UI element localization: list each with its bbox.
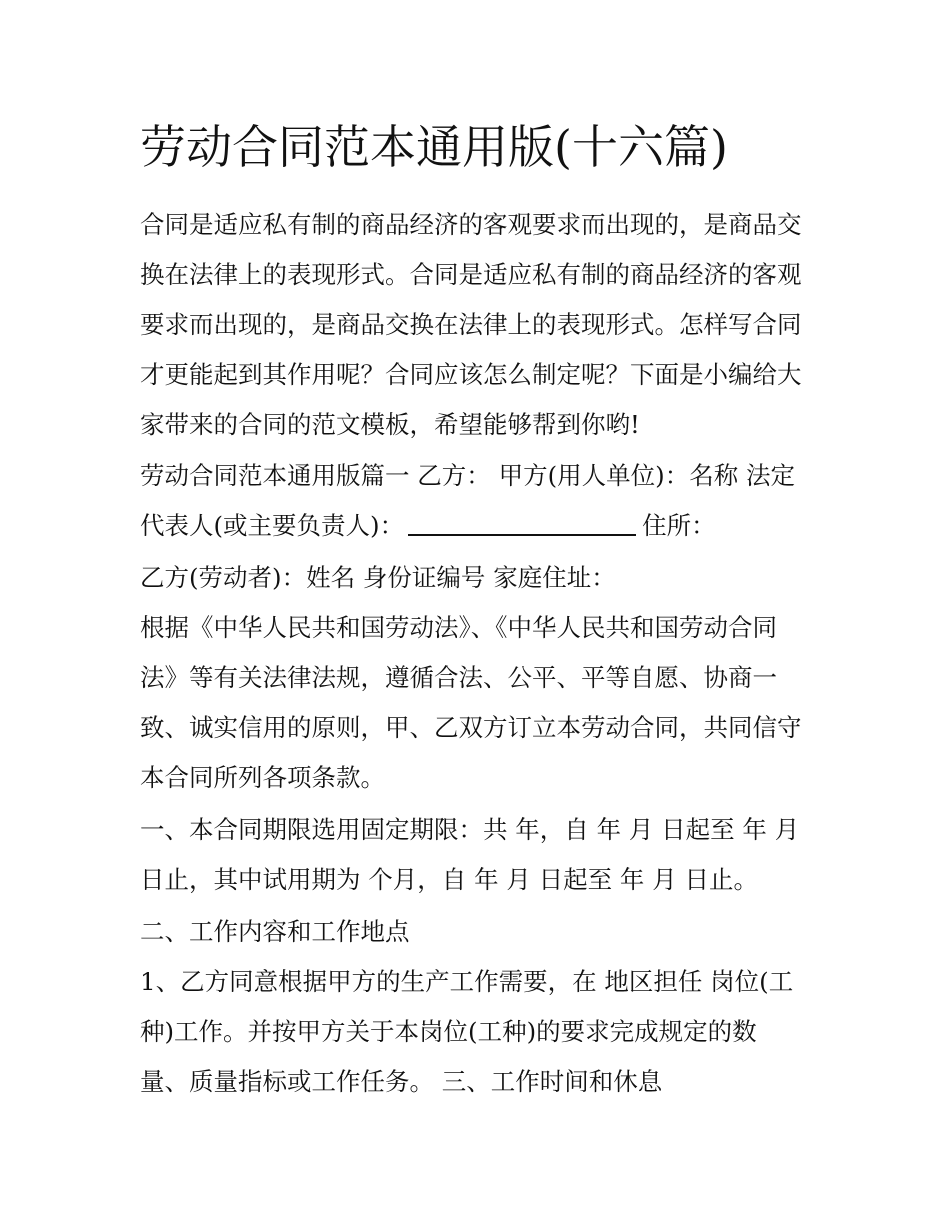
intro-line-4: 才更能起到其作用呢？合同应该怎么制定呢？下面是小编给大 <box>140 360 802 389</box>
basis-line-2: 法》等有关法律法规，遵循合法、公平、平等自愿、协商一 <box>140 663 777 692</box>
intro-line-1: 合同是适应私有制的商品经济的客观要求而出现的，是商品交 <box>140 210 802 239</box>
legal-rep-line <box>140 508 830 544</box>
address-label: 住所： <box>642 511 716 540</box>
basis-line-4: 本合同所列各项条款。 <box>140 763 385 792</box>
clause-one-line-1: 1、乙方同意根据甲方的生产工作需要，在 地区担任 岗位(工 <box>140 967 794 996</box>
legal-rep-label: 代表人(或主要负责人)： <box>140 511 405 540</box>
basis-line-3: 致、诚实信用的原则，甲、乙双方订立本劳动合同，共同信守 <box>140 713 802 742</box>
party-b-line: 乙方(劳动者)：姓名 身份证编号 家庭住址： <box>140 563 616 592</box>
fill-in-blank <box>408 534 636 536</box>
basis-line-1: 根据《中华人民共和国劳动法》、《中华人民共和国劳动合同 <box>140 613 777 642</box>
intro-line-5: 家带来的合同的范文模板，希望能够帮到你哟! <box>140 410 640 439</box>
intro-line-3: 要求而出现的，是商品交换在法律上的表现形式。怎样写合同 <box>140 310 802 339</box>
intro-line-2: 换在法律上的表现形式。合同是适应私有制的商品经济的客观 <box>140 260 802 289</box>
clause-one-line-2: 种)工作。并按甲方关于本岗位(工种)的要求完成规定的数 <box>140 1017 757 1046</box>
section-two-heading: 二、工作内容和工作地点 <box>140 917 410 946</box>
clause-one-line-3: 量、质量指标或工作任务。 三、工作时间和休息 <box>140 1067 663 1096</box>
document-title: 劳动合同范本通用版(十六篇) <box>140 120 728 174</box>
contract-heading-line: 劳动合同范本通用版篇一 乙方： 甲方(用人单位)：名称 法定 <box>140 461 795 490</box>
term-line-1: 一、本合同期限选用固定期限：共 年，自 年 月 日起至 年 月 <box>140 815 800 844</box>
term-line-2: 日止，其中试用期为 个月，自 年 月 日起至 年 月 日止。 <box>140 865 759 894</box>
